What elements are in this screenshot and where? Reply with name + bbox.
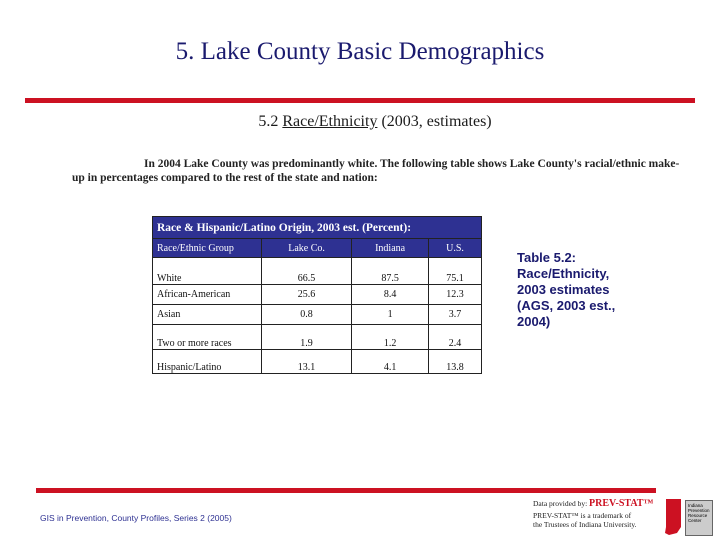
caption-line: Table 5.2: [517,250,577,265]
column-header: Race/Ethnic Group [153,239,262,258]
row-label: White [153,258,262,285]
section-subtitle [0,113,720,131]
subtitle-number: 5.2 [258,113,283,130]
footer-text: GIS in Prevention, County Profiles, Series 2 (2005) [40,513,232,523]
row-label: African-American [153,285,262,305]
race-ethnicity-table [152,216,482,374]
cell-value: 12.3 [429,285,482,305]
table-caption [517,250,615,330]
bottom-divider [36,488,656,493]
prev-stat-brand: PREV-STAT™ [589,498,654,509]
row-label: Hispanic/Latino [153,350,262,374]
cell-value: 2.4 [429,325,482,350]
row-label: Two or more races [153,325,262,350]
cell-value: 3.7 [429,305,482,325]
cell-value: 1.9 [262,325,352,350]
table-row [153,285,482,305]
cell-value: 13.8 [429,350,482,374]
cell-value: 75.1 [429,258,482,285]
subtitle-suffix: (2003, estimates) [377,113,492,130]
logo-text: Indiana Prevention Resource Center [685,500,713,536]
indiana-logo [663,497,713,539]
credit-line: the Trustees of Indiana University. [533,520,637,529]
table-row [153,258,482,285]
credit-label: Data provided by: [533,499,590,508]
subtitle-topic: Race/Ethnicity [282,113,378,130]
row-label: Asian [153,305,262,325]
table-title: Race & Hispanic/Latino Origin, 2003 est. (Percent): [153,217,482,239]
caption-line: 2003 estimates [517,282,610,297]
data-credit [533,499,653,529]
column-header: Indiana [352,239,429,258]
caption-line: Race/Ethnicity, [517,266,610,281]
page-title: 5. Lake County Basic Demographics [175,38,545,65]
cell-value: 25.6 [262,285,352,305]
intro-paragraph: In 2004 Lake County was predominantly white. The following table shows Lake County's racial/ethnic make-up in percentages compared to the rest of the state and nation: [72,158,680,184]
indiana-map-icon [663,497,687,539]
cell-value: 0.8 [262,305,352,325]
caption-line: 2004) [517,314,551,329]
cell-value: 8.4 [352,285,429,305]
table-row [153,305,482,325]
caption-line: (AGS, 2003 est., [517,298,616,313]
cell-value: 13.1 [262,350,352,374]
top-divider [25,98,695,103]
cell-value: 66.5 [262,258,352,285]
table-row [153,325,482,350]
cell-value: 1.2 [352,325,429,350]
table-row [153,350,482,374]
credit-line: PREV-STAT™ is a trademark of [533,511,632,520]
column-header: U.S. [429,239,482,258]
cell-value: 1 [352,305,429,325]
cell-value: 87.5 [352,258,429,285]
column-header: Lake Co. [262,239,352,258]
cell-value: 4.1 [352,350,429,374]
